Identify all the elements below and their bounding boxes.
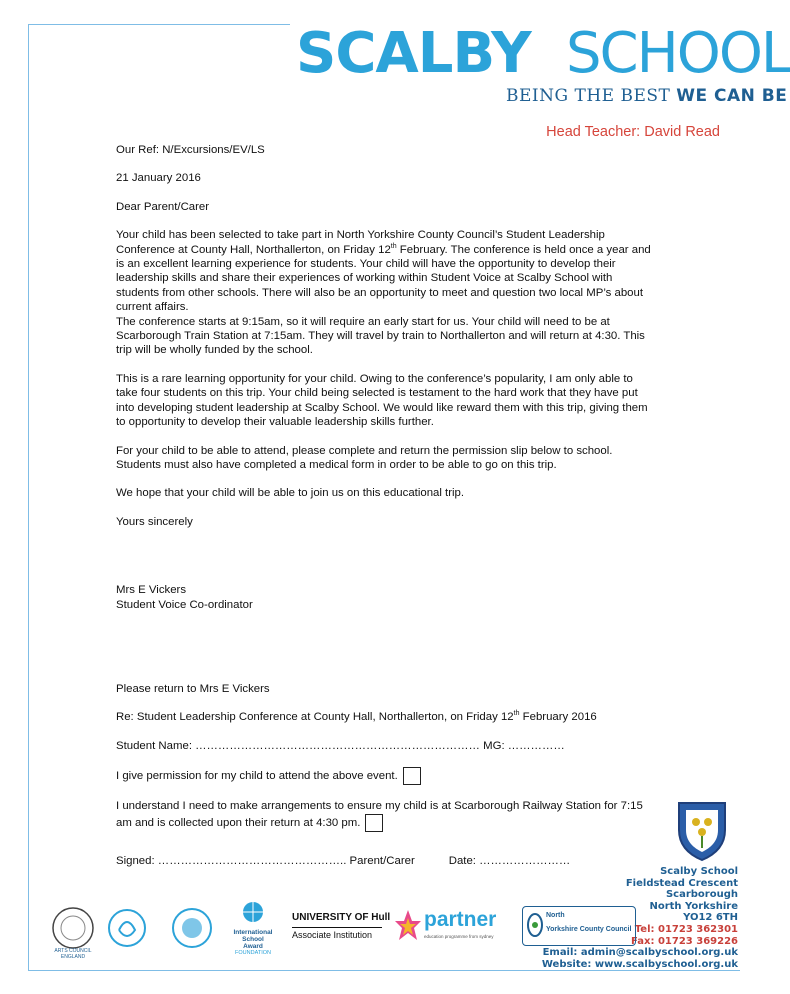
- date-field[interactable]: Date: ……………………: [448, 854, 571, 867]
- paragraph-1-c: The conference starts at 9:15am, so it will require an early start for us. Your child will need to be at Scarborough Train Station at 7:15am. They will travel by train to Northallerton and will return at 4:30. This trip will be wholly funded by the school.: [116, 315, 645, 357]
- head-teacher: Head Teacher: David Read: [546, 124, 720, 140]
- arrangements-line: [116, 799, 656, 831]
- permission-line: [116, 767, 656, 785]
- isa-line3: FOUNDATION: [235, 950, 271, 956]
- permission-text: I give permission for my child to attend the above event.: [116, 770, 398, 783]
- logo-tagline: [506, 86, 787, 106]
- hull-line1: UNIVERSITY OF Hull: [292, 912, 391, 923]
- frame-top-line: [28, 24, 290, 25]
- address-school-name: Scalby School: [660, 866, 738, 877]
- signature-space: [116, 543, 656, 583]
- international-school-award-logo: [232, 900, 274, 956]
- partner-sub: education programme from sydney: [424, 934, 494, 939]
- mg-field[interactable]: MG: ……………: [483, 739, 565, 752]
- arts-council-text: ARTS COUNCIL ENGLAND: [54, 948, 92, 960]
- paragraph-4: We hope that your child will be able to join us on this educational trip.: [116, 487, 465, 500]
- signatory-role: Student Voice Co-ordinator: [116, 598, 253, 611]
- signed-field[interactable]: Signed: ………………………………………….. Parent/Carer: [116, 854, 415, 867]
- nycc-logo: [522, 906, 636, 946]
- permission-checkbox[interactable]: [403, 767, 421, 785]
- address-street: Fieldstead Crescent: [625, 877, 738, 889]
- signatory: [116, 583, 656, 612]
- address-town: Scarborough: [665, 889, 738, 901]
- address-county: North Yorkshire: [649, 900, 738, 912]
- partner-star-icon: [394, 908, 422, 944]
- slip-re-a: Re: Student Leadership Conference at County Hall, Northallerton, on Friday 12: [116, 711, 514, 724]
- isa-line2: School Award: [242, 936, 264, 950]
- arrangements-text: I understand I need to make arrangements to ensure my child is at Scarborough Railway Station for 7:15 am and is collected upon their return at 4:30 pm.: [116, 800, 643, 829]
- partner-word: partner: [424, 908, 497, 931]
- letter-date: 21 January 2016: [116, 172, 201, 185]
- school-crest-icon: [676, 800, 728, 862]
- address-email[interactable]: Email: admin@scalbyschool.org.uk: [542, 947, 738, 959]
- nycc-line1: North: [546, 912, 565, 919]
- address-tel: Tel: 01723 362301: [634, 923, 738, 935]
- globe-icon: [232, 900, 274, 924]
- nycc-emblem-icon: [526, 912, 544, 938]
- school-logo: [296, 21, 790, 112]
- frame-left-line: [28, 24, 29, 970]
- logo-word-school: SCHOOL: [566, 21, 790, 86]
- isa-line1: International: [233, 929, 273, 936]
- our-ref: Our Ref: N/Excursions/EV/LS: [116, 144, 265, 156]
- paragraph-1: [116, 228, 656, 358]
- letter-body: [116, 143, 656, 882]
- paragraph-2: This is a rare learning opportunity for your child. Owing to the conference’s popularity, I am only able to take four students on this trip. Your child being selected is testament to the hard work that they have put into developing student leadership at Scalby School. We would like reward them with this trip, giving them to opportunity to develop their valuable leadership skills further.: [116, 372, 648, 429]
- paragraph-1-b: February. The conference is held once a year and is an excellent learning experience for students. Your child will have the opportunity to develop their leadership skills and share their experiences of working within Student Voice at Scalby School with students from other schools. There will also be an opportunity to meet and question two local MP’s about current affairs.: [116, 243, 651, 314]
- tagline-bold: WE CAN BE: [676, 86, 788, 106]
- address-website[interactable]: Website: www.scalbyschool.org.uk: [541, 958, 738, 970]
- sportsmark-logo-icon: [170, 900, 214, 956]
- nycc-line2: Yorkshire County Council: [546, 926, 632, 933]
- tagline-plain: BEING THE BEST: [506, 86, 677, 106]
- salutation: Dear Parent/Carer: [116, 200, 210, 213]
- paragraph-3: For your child to be able to attend, please complete and return the permission slip below to school. Students must also have completed a medical form in order to be able to go on this trip.: [116, 444, 613, 471]
- address-postcode: YO12 6TH: [683, 912, 738, 924]
- arrangements-checkbox[interactable]: [365, 814, 383, 832]
- student-name-label: Student Name: …………………………………………………………………: [116, 739, 480, 752]
- paragraph-1-sup: th: [390, 242, 397, 250]
- student-name-field[interactable]: [116, 739, 656, 753]
- slip-re-b: February 2016: [519, 711, 597, 724]
- healthy-school-logo-icon: [106, 900, 148, 956]
- address-fax: Fax: 01723 369226: [631, 935, 738, 947]
- hull-university-logo: [292, 912, 391, 968]
- closing: Yours sincerely: [116, 515, 193, 528]
- slip-re-sup: th: [513, 710, 520, 718]
- hull-line2: Associate Institution: [292, 927, 382, 940]
- slip-space: [116, 626, 656, 682]
- slip-re-line: [116, 710, 656, 724]
- logo-word-scalby: SCALBY: [296, 21, 531, 86]
- paragraph-1-a: Your child has been selected to take part in North Yorkshire County Council’s Student Leadership Conference at County Hall, Northallerton, on Friday 12: [116, 229, 605, 256]
- return-to: Please return to Mrs E Vickers: [116, 682, 270, 695]
- signatory-name: Mrs E Vickers: [116, 584, 187, 597]
- partner-logo: [394, 908, 502, 964]
